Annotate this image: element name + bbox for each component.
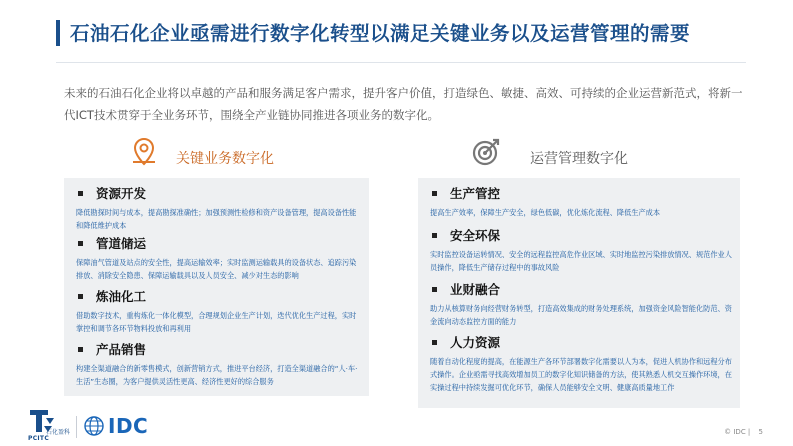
title-divider	[56, 62, 746, 63]
item-description: 助力从核算财务向经营财务转型，打造高效集成的财务处理系统，加强资金风险智能化防范、资金流向动态监控方面的能力	[430, 304, 732, 326]
item-name: 资源开发	[96, 186, 147, 201]
list-item	[64, 287, 369, 335]
left-panel	[64, 178, 369, 396]
item-name: 产品销售	[96, 342, 147, 357]
logo-divider	[76, 416, 77, 438]
item-name: 生产管控	[450, 186, 501, 201]
list-item	[418, 333, 740, 394]
item-name: 管道储运	[96, 236, 147, 251]
list-item	[418, 280, 740, 328]
left-column-title: 关键业务数字化	[176, 151, 274, 167]
bullet-icon	[432, 233, 437, 238]
page-footer	[718, 428, 763, 436]
bullet-icon	[78, 294, 83, 299]
footer-logos	[28, 408, 168, 442]
bullet-icon	[432, 287, 437, 292]
intro-paragraph: 未来的石油石化企业将以卓越的产品和服务满足客户需求，提升客户价值，打造绿色、敏捷、高效、可持续的企业运营新范式，将新一代ICT技术贯穿于全业务环节，围绕全产业链协同推进各项业务的数字化。	[64, 86, 743, 122]
copyright-text: © IDC |	[724, 428, 751, 436]
location-pin-icon	[128, 136, 160, 168]
list-item	[64, 340, 369, 388]
idc-globe-icon	[84, 416, 104, 436]
list-item	[418, 226, 740, 274]
title-accent-bar	[56, 20, 60, 46]
item-name: 炼油化工	[96, 289, 147, 304]
item-description: 提高生产效率，保障生产安全，绿色低碳，优化炼化流程、降低生产成本	[430, 208, 661, 217]
page-number: 5	[758, 428, 763, 436]
item-description: 构建全渠道融合的新零售模式，创新营销方式，推进平台经济，打造全渠道融合的“人·车·生活”生态圈，为客户提供灵活性更高、经济性更好的综合服务	[76, 364, 358, 386]
target-icon	[470, 136, 502, 168]
list-item	[64, 184, 369, 232]
right-column-heading	[470, 136, 720, 176]
page-title: 石油石化企业亟需进行数字化转型以满足关键业务以及运营管理的需要	[70, 22, 691, 45]
bullet-icon	[432, 340, 437, 345]
right-column-title: 运营管理数字化	[530, 151, 628, 167]
item-description: 借助数字技术，重构炼化一体化模型，合理规划企业生产计划，迭代优化生产过程，实时掌控和调节各环节物料投放和再利用	[76, 311, 357, 333]
idc-wordmark: IDC	[108, 414, 149, 438]
left-column-heading	[128, 136, 378, 176]
pcitc-wordmark: PCITC	[28, 435, 50, 442]
item-description: 保障油气管道及站点的安全性，提高运输效率；实时监测运输载具的设备状态、追踪污染排放、消除安全隐患、保障运输载具以及人员安全、减少对生态的影响	[76, 258, 357, 280]
item-name: 安全环保	[450, 228, 501, 243]
item-description: 随着自动化程度的提高，在能源生产各环节部署数字化需要以人为本，促进人机协作和远程分布式操作。企业亟需寻找高效增加员工的数字化知识储备的方法，使其熟悉人机交互操作环境，在实操过程中持续发掘可优化环节，确保人员能够安全文明、健康高质量地工作	[430, 357, 732, 392]
bullet-icon	[432, 191, 437, 196]
list-item	[64, 234, 369, 282]
bullet-icon	[78, 241, 83, 246]
list-item	[418, 184, 740, 219]
right-panel	[418, 178, 740, 408]
item-name: 业财融合	[450, 282, 501, 297]
item-description: 降低勘探时间与成本，提高勘探准确性；加强预测性检修和资产设备管理，提高设备性能和降低维护成本	[76, 208, 357, 230]
bullet-icon	[78, 191, 83, 196]
bullet-icon	[78, 347, 83, 352]
item-name: 人力资源	[450, 335, 501, 350]
item-description: 实时监控设备运转情况、安全的远程监控高危作业区域、实时地监控污染排放情况、规范作业人员操作，降低生产储存过程中的事故风险	[430, 250, 732, 272]
pcitc-chinese-name: 石化盈科	[46, 429, 71, 436]
title-bar	[0, 0, 793, 62]
